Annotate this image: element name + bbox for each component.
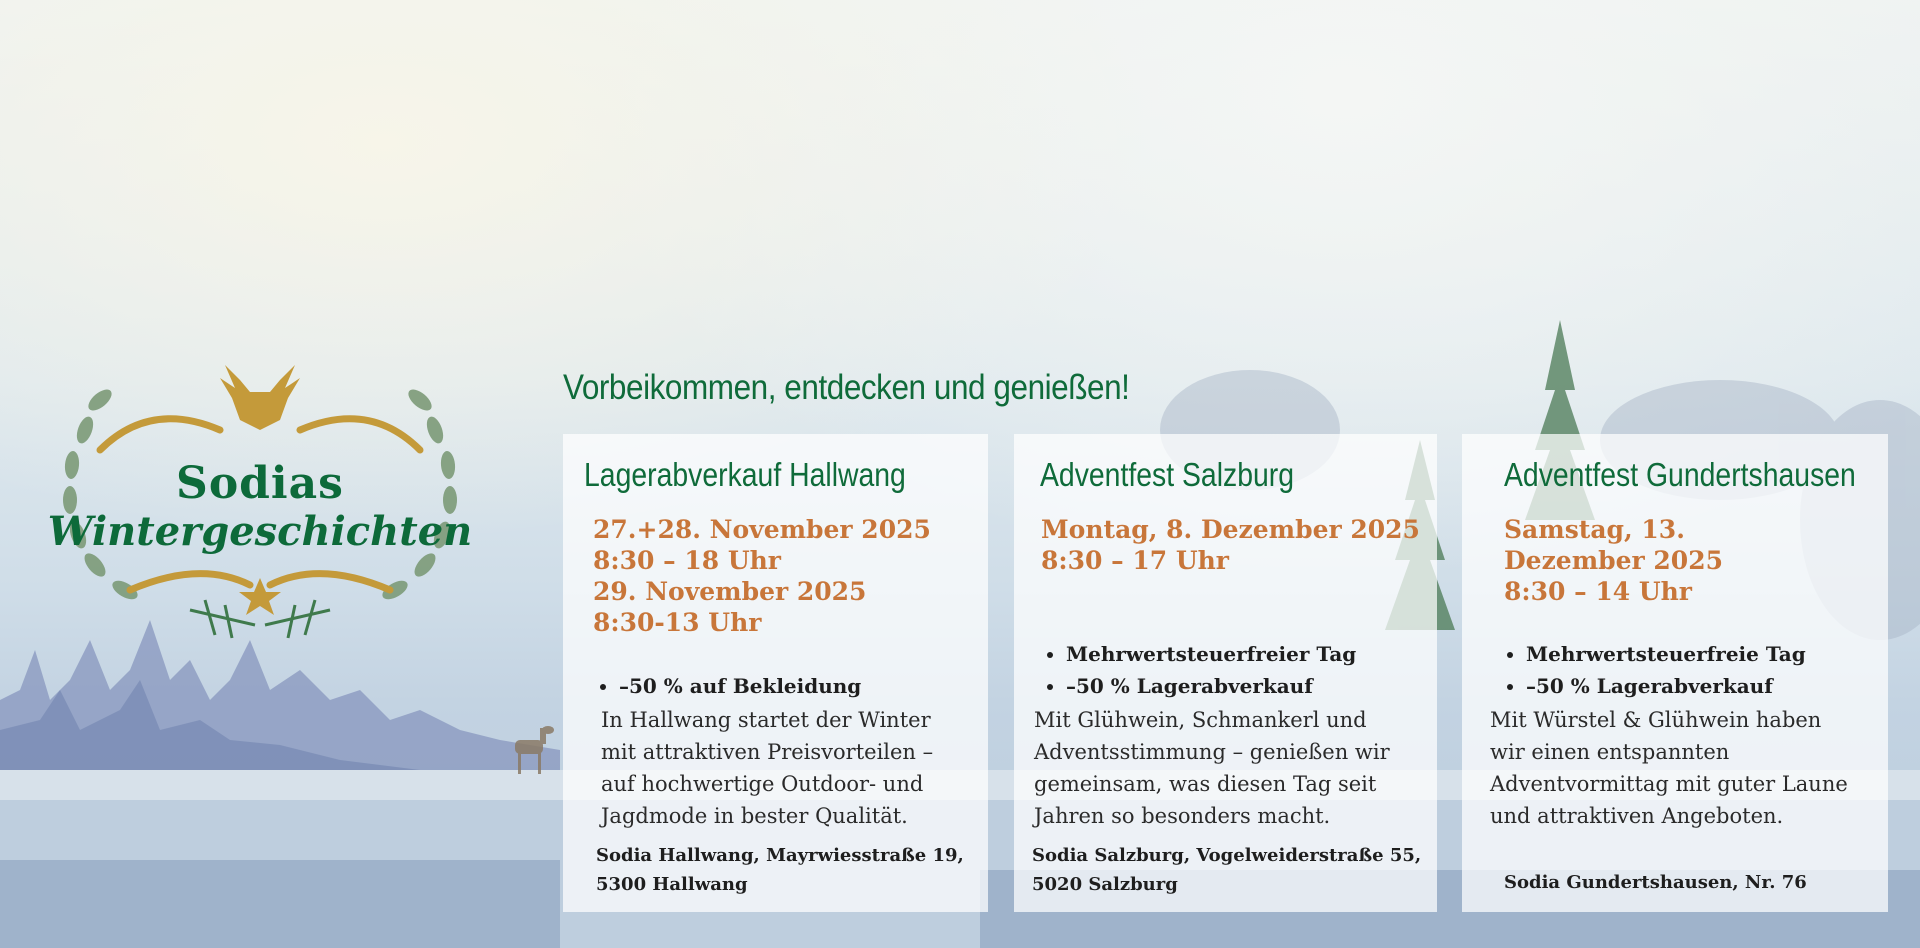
event-address <box>1504 868 1807 897</box>
event-date-line: 8:30-13 Uhr <box>593 608 762 637</box>
event-description <box>1490 704 1848 832</box>
address-line: Sodia Hallwang, Mayrwiesstraße 19, <box>596 845 964 866</box>
event-date-line: 8:30 – 18 Uhr <box>593 546 781 575</box>
event-title: Adventfest Gundertshausen <box>1504 456 1856 493</box>
address-line: 5020 Salzburg <box>1032 874 1178 895</box>
event-date-line: Dezember 2025 <box>1504 546 1723 575</box>
event-bullets <box>597 670 861 702</box>
description-line: Mit Glühwein, Schmankerl und <box>1034 708 1367 732</box>
event-date-line: 29. November 2025 <box>593 577 867 606</box>
event-date-line: 8:30 – 17 Uhr <box>1041 546 1229 575</box>
description-line: Jagdmode in bester Qualität. <box>601 804 908 828</box>
event-bullet: • –50 % auf Bekleidung <box>619 670 861 702</box>
event-bullets <box>1044 638 1356 702</box>
event-date-line: Samstag, 13. <box>1504 515 1685 544</box>
event-date-line: 27.+28. November 2025 <box>593 515 931 544</box>
description-line: Adventsstimmung – genießen wir <box>1034 740 1390 764</box>
section-heading: Vorbeikommen, entdecken und genießen! <box>563 368 1130 407</box>
event-dates <box>593 514 931 638</box>
description-line: Jahren so besonders macht. <box>1034 804 1331 828</box>
description-line: In Hallwang startet der Winter <box>601 708 931 732</box>
address-line: Sodia Salzburg, Vogelweiderstraße 55, <box>1032 845 1422 866</box>
event-bullet: • –50 % Lagerabverkauf <box>1526 670 1806 702</box>
description-line: und attraktiven Angeboten. <box>1490 804 1784 828</box>
description-line: wir einen entspannten <box>1490 740 1730 764</box>
event-bullet: • –50 % Lagerabverkauf <box>1066 670 1356 702</box>
event-title: Lagerabverkauf Hallwang <box>584 456 906 493</box>
event-card-gundertshausen <box>1462 434 1888 912</box>
event-date-line: Montag, 8. Dezember 2025 <box>1041 515 1420 544</box>
event-address <box>1032 841 1421 899</box>
event-description <box>1034 704 1390 832</box>
event-address <box>596 841 964 899</box>
event-date-line: 8:30 – 14 Uhr <box>1504 577 1692 606</box>
description-line: Adventvormittag mit guter Laune <box>1490 772 1848 796</box>
description-line: mit attraktiven Preisvorteilen – <box>601 740 934 764</box>
event-card-hallwang <box>563 434 988 912</box>
address-line: Sodia Gundertshausen, Nr. 76 <box>1504 872 1807 893</box>
event-title: Adventfest Salzburg <box>1040 456 1294 493</box>
event-bullets <box>1504 638 1806 702</box>
description-line: gemeinsam, was diesen Tag seit <box>1034 772 1377 796</box>
description-line: auf hochwertige Outdoor- und <box>601 772 924 796</box>
event-bullet: • Mehrwertsteuerfreier Tag <box>1066 638 1356 670</box>
sodias-wintergeschichten-logo <box>40 360 480 660</box>
logo-title-wintergeschichten: Wintergeschichten <box>47 508 473 555</box>
event-description <box>601 704 933 832</box>
event-dates <box>1041 514 1420 576</box>
description-line: Mit Würstel & Glühwein haben <box>1490 708 1822 732</box>
address-line: 5300 Hallwang <box>596 874 748 895</box>
logo-title-sodias: Sodias <box>176 458 344 509</box>
event-bullet: • Mehrwertsteuerfreie Tag <box>1526 638 1806 670</box>
event-dates <box>1504 514 1723 607</box>
event-card-salzburg <box>1014 434 1437 912</box>
